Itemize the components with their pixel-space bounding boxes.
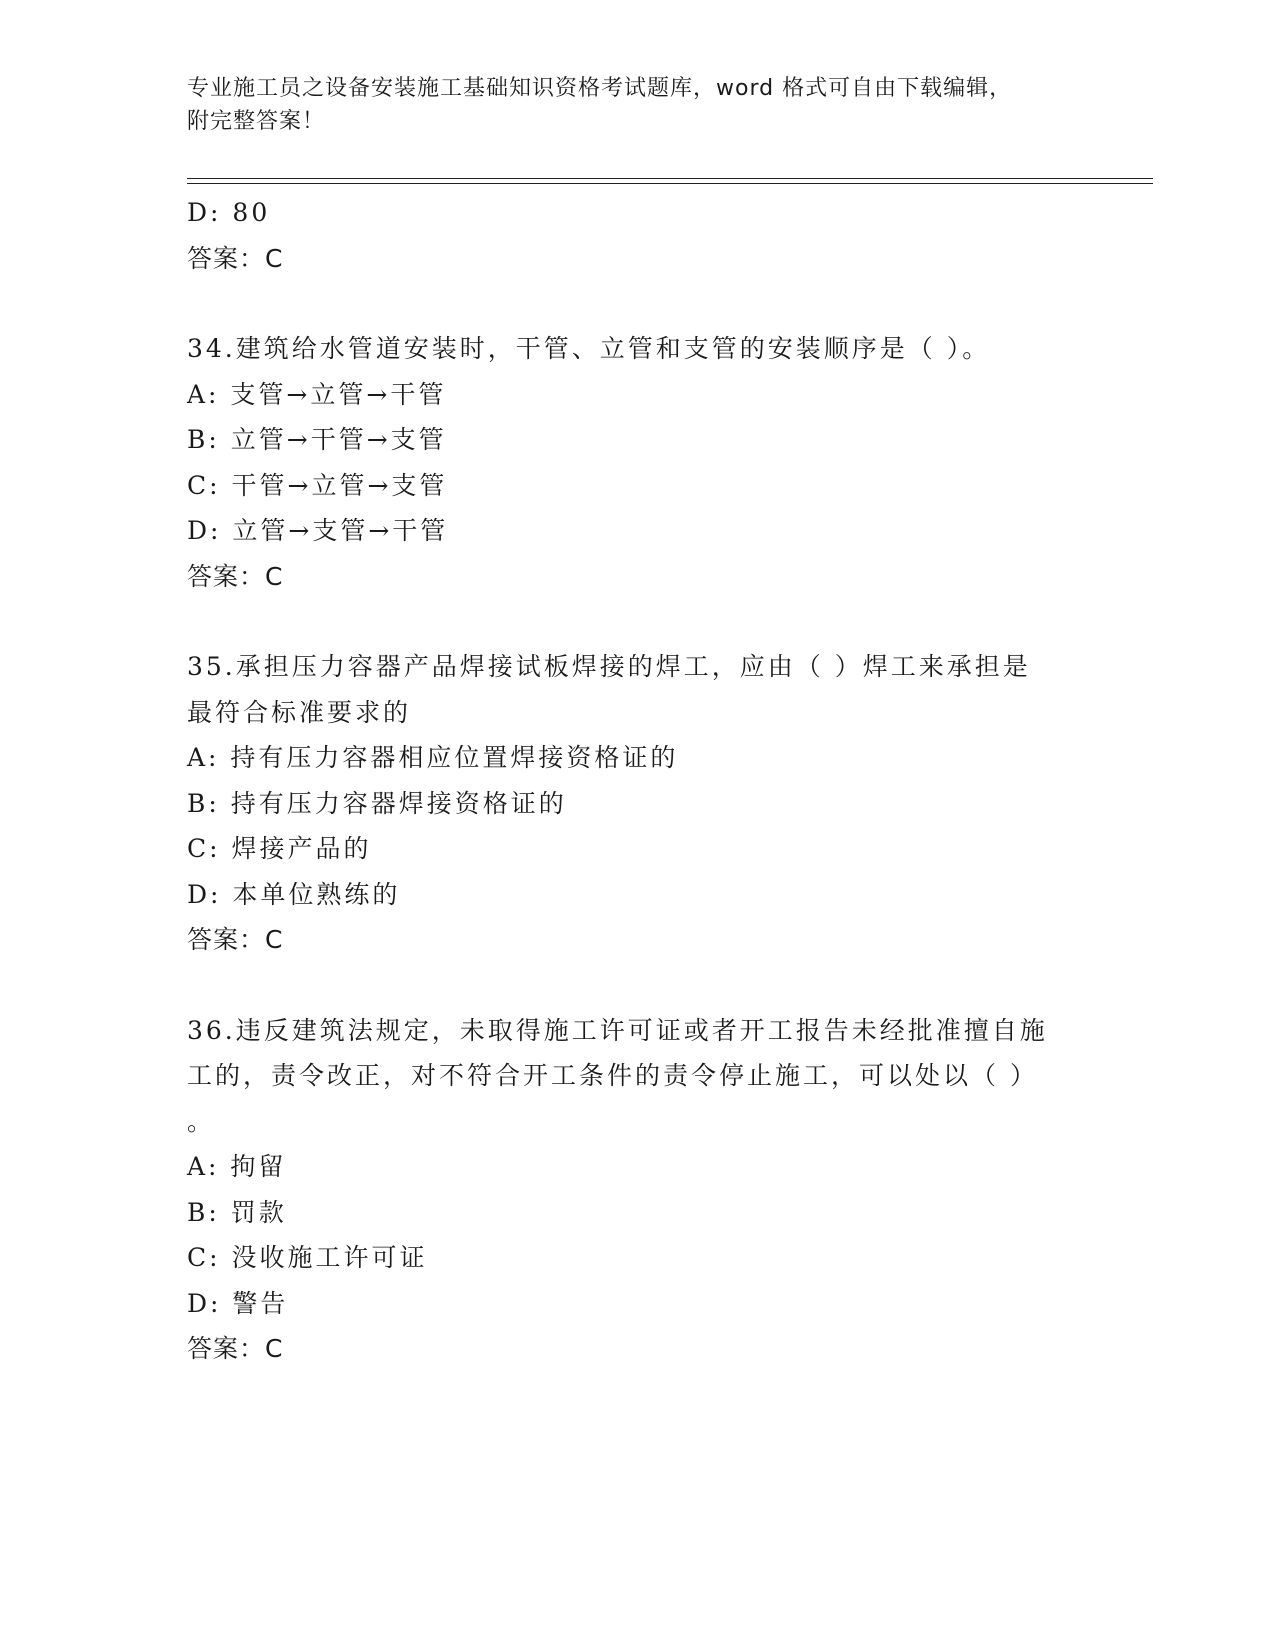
question-stem-line-2: 最符合标准要求的 [187, 697, 412, 727]
answer-line: 答案：C [187, 561, 284, 591]
document-body [187, 190, 1087, 1372]
option-b: B: 持有压力容器焊接资格证的 [187, 788, 567, 818]
header-line-1: 专业施工员之设备安装施工基础知识资格考试题库，word 格式可自由下载编辑， [187, 76, 1013, 101]
question-stem-line-1: 36.违反建筑法规定，未取得施工许可证或者开工报告未经批准擅自施 [187, 1015, 1048, 1045]
option-a: A: 拘留 [187, 1152, 287, 1181]
question-35 [187, 644, 1087, 963]
option-c: C: 没收施工许可证 [187, 1243, 428, 1272]
option-c: C: 焊接产品的 [187, 834, 372, 863]
option-d: D: 警告 [187, 1288, 289, 1318]
header-line-2: 附完整答案！ [187, 109, 326, 134]
option-a: A: 支管→立管→干管 [187, 379, 447, 409]
option-b: B: 立管→干管→支管 [187, 425, 447, 454]
header-rule-bottom [187, 183, 1153, 184]
question-34 [187, 326, 1087, 599]
question-stem-line-2: 工的，责令改正，对不符合开工条件的责令停止施工，可以处以（ ） [187, 1061, 1038, 1090]
previous-question-tail [187, 190, 1087, 281]
answer-line: 答案：C [187, 1334, 284, 1363]
option-a: A: 持有压力容器相应位置焊接资格证的 [187, 743, 679, 772]
option-d: D: 80 [187, 198, 271, 227]
question-36 [187, 1008, 1087, 1372]
document-header [187, 72, 1077, 138]
question-stem-line-1: 35.承担压力容器产品焊接试板焊接的焊工，应由（ ）焊工来承担是 [187, 652, 1031, 681]
option-d: D: 本单位熟练的 [187, 879, 401, 909]
answer-line: 答案：C [187, 243, 284, 273]
answer-line: 答案：C [187, 925, 284, 954]
question-stem-line-3: 。 [187, 1106, 216, 1136]
option-c: C: 干管→立管→支管 [187, 470, 448, 500]
option-d: D: 立管→支管→干管 [187, 516, 449, 545]
header-rule-top [187, 178, 1153, 179]
option-b: B: 罚款 [187, 1197, 287, 1227]
question-stem: 34.建筑给水管道安装时，干管、立管和支管的安装顺序是（ ）。 [187, 334, 991, 363]
